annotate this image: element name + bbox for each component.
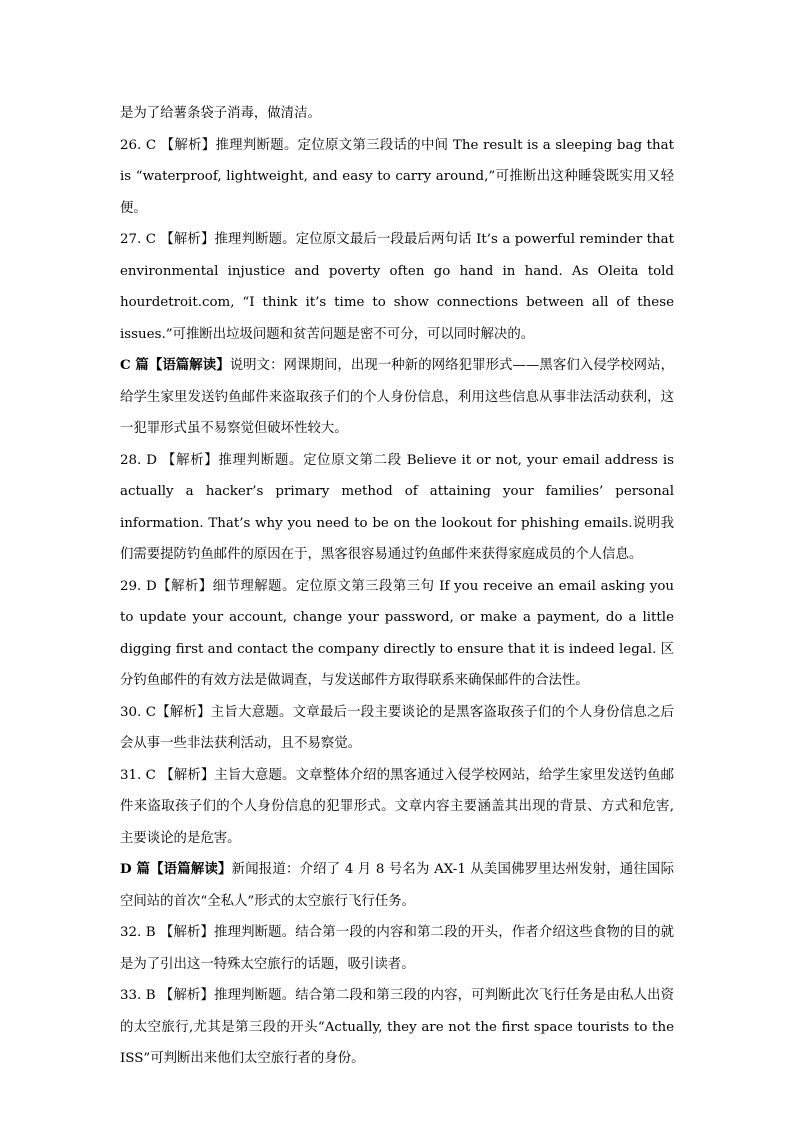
paragraph-text: 33. B 【解析】推理判断题。结合第二段和第三段的内容，可判断此次飞行任务是由私人出资的太空旅行,尤其是第三段的开头“Actually, they are not the first space tourists to the ISS”可判断出来他们太空旅行者的身份。	[120, 988, 674, 1066]
paragraph-text: 29. D【解析】细节理解题。定位原文第三段第三句 If you receive an email asking you to update your account, change your password, or make a payment, do a little digging first and contact the company directly to ensure that it is indeed legal. 区分钓鱼邮件的有效方法是做调查，与发送邮件方取得联系来确保邮件的合法性。	[120, 578, 674, 688]
paragraph-answer-30	[120, 697, 674, 760]
answer-explanations-page	[120, 98, 674, 1075]
paragraph-text: 28. D 【解析】推理判断题。定位原文第二段 Believe it or not, your email address is actually a hacker’s primary method of attaining your families’ personal information. That’s why you need to be on the lookout for phishing emails.说明我们需要提防钓鱼邮件的原因在于，黑客很容易通过钓鱼邮件来获得家庭成员的个人信息。	[120, 452, 674, 562]
paragraph-answer-27	[120, 224, 674, 350]
section-heading: C 篇【语篇解读】	[120, 357, 230, 373]
paragraph-answer-26	[120, 130, 674, 225]
paragraph-passage-c-intro	[120, 350, 674, 445]
paragraph-passage-d-intro	[120, 854, 674, 917]
paragraph-text: 32. B 【解析】推理判断题。结合第一段的内容和第二段的开头，作者介绍这些食物的目的就是为了引出这一特殊太空旅行的话题，吸引读者。	[120, 925, 674, 972]
paragraph-text: 31. C 【解析】主旨大意题。文章整体介绍的黑客通过入侵学校网站，给学生家里发送钓鱼邮件来盗取孩子们的个人身份信息的犯罪形式。文章内容主要涵盖其出现的背景、方式和危害, 主要谈论的是危害。	[120, 767, 674, 846]
paragraph-text: 30. C【解析】主旨大意题。文章最后一段主要谈论的是黑客盗取孩子们的个人身份信息之后会从事一些非法获利活动，且不易察觉。	[120, 704, 674, 751]
paragraph-answer-29	[120, 571, 674, 697]
section-heading: D 篇【语篇解读】	[120, 861, 232, 877]
paragraph-text: 新闻报道：介绍了 4 月 8 号名为 AX-1 从美国佛罗里达州发射，通往国际空间站的首次“全私人”形式的太空旅行飞行任务。	[120, 862, 674, 909]
paragraph-answer-28	[120, 445, 674, 571]
paragraph-text: 说明文：网课期间，出现一种新的网络犯罪形式——黑客们入侵学校网站，给学生家里发送钓鱼邮件来盗取孩子们的个人身份信息，利用这些信息从事非法活动获利，这一犯罪形式虽不易察觉但破坏性较大。	[120, 358, 674, 436]
paragraph-answer-31	[120, 760, 674, 855]
paragraph-text: 27. C 【解析】推理判断题。定位原文最后一段最后两句话 It’s a powerful reminder that environmental injustice and poverty often go hand in hand. As Oleita told hourdetroit.com, “I think it’s time to show connections between all of these issues.”可推断出垃圾问题和贫苦问题是密不可分，可以同时解决的。	[120, 232, 674, 342]
paragraph-answer-33	[120, 980, 674, 1075]
paragraph-continuation	[120, 98, 674, 130]
paragraph-text: 26. C 【解析】推理判断题。定位原文第三段话的中间 The result is a sleeping bag that is “waterproof, lightweight, and easy to carry around,”可推断出这种睡袋既实用又轻便。	[120, 137, 674, 216]
paragraph-answer-32	[120, 917, 674, 980]
paragraph-text: 是为了给薯条袋子消毒，做清洁。	[120, 106, 321, 121]
